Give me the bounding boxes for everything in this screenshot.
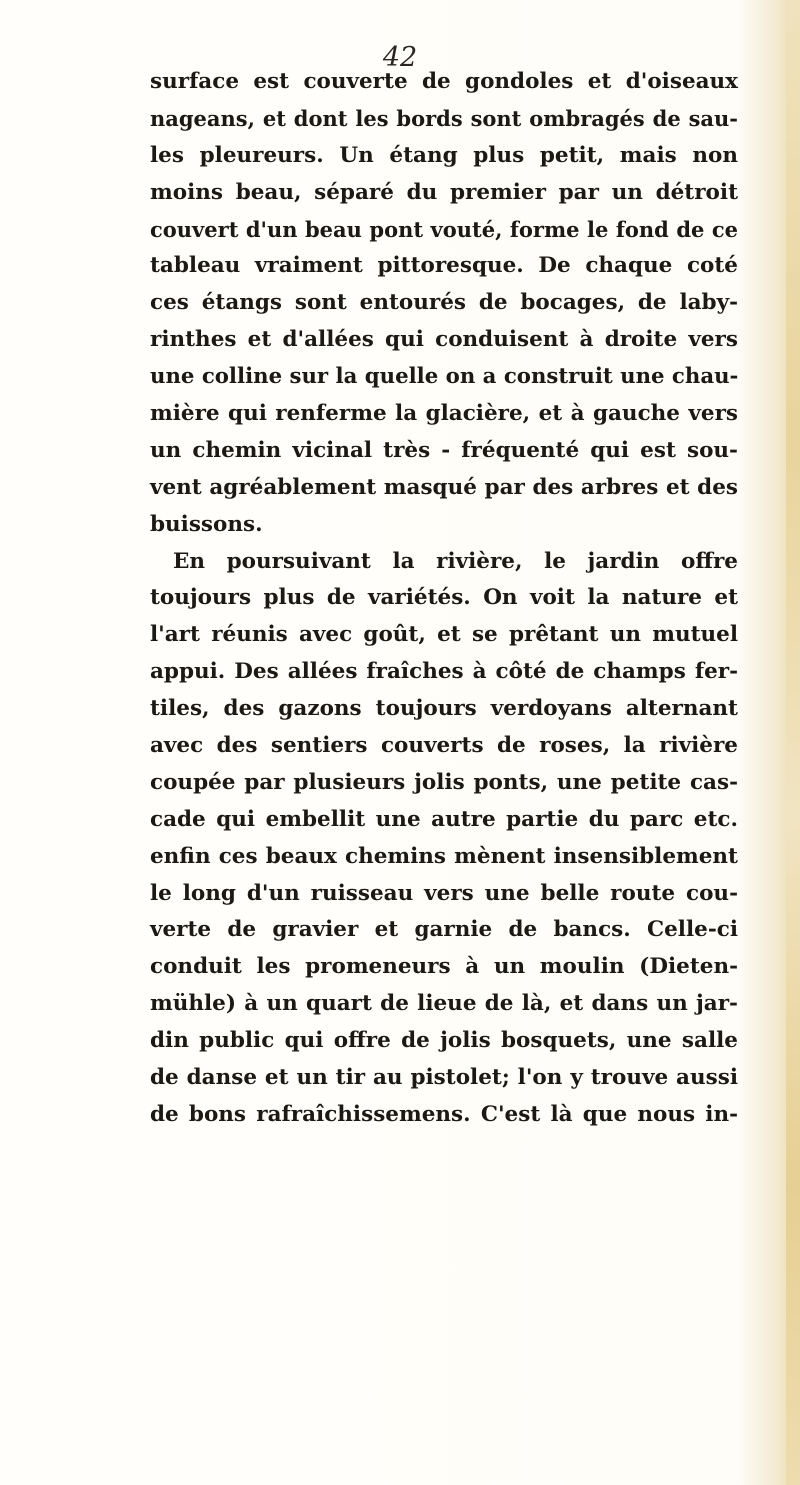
text-line: toujours plus de variétés. On voit la nature et <box>150 585 738 611</box>
paragraph-end-line: buissons. <box>150 511 263 537</box>
text-line: de bons rafraîchissemens. C'est là que nous in- <box>150 1101 738 1127</box>
text-line: conduit les promeneurs à un moulin (Dieten- <box>150 954 738 980</box>
text-line: le long d'un ruisseau vers une belle route cou- <box>150 880 738 906</box>
text-line: un chemin vicinal très - fréquenté qui est sou- <box>150 437 738 463</box>
text-line: enfin ces beaux chemins mènent insensiblement <box>150 843 738 869</box>
text-line: cade qui embellit une autre partie du parc etc. <box>150 806 738 832</box>
text-line: de danse et un tir au pistolet; l'on y trouve aussi <box>150 1065 738 1091</box>
text-line: surface est couverte de gondoles et d'oiseaux <box>150 69 738 94</box>
text-line: coupée par plusieurs jolis ponts, une petite cas- <box>150 769 738 795</box>
text-line: mière qui renferme la glacière, et à gauche vers <box>150 401 738 427</box>
text-line: les pleureurs. Un étang plus petit, mais non <box>150 142 738 168</box>
text-line: vent agréablement masqué par des arbres et des <box>150 474 738 500</box>
page-number: 42 <box>382 42 418 73</box>
text-line: nageans, et dont les bords sont ombragés de sau- <box>150 105 738 131</box>
text-line: tiles, des gazons toujours verdoyans alternant <box>150 696 738 722</box>
body-text <box>150 64 738 1134</box>
paragraph-start-line: En poursuivant la rivière, le jardin offre <box>173 548 738 574</box>
text-line: tableau vraiment pittoresque. De chaque coté <box>150 253 738 279</box>
text-line: couvert d'un beau pont vouté, forme le fond de ce <box>150 216 738 242</box>
text-line: moins beau, séparé du premier par un détroit <box>150 179 738 205</box>
text-line: mühle) à un quart de lieue de là, et dans un jar- <box>150 991 738 1017</box>
text-line: une colline sur la quelle on a construit une chau- <box>150 364 739 390</box>
page-edge <box>786 0 800 1485</box>
text-line: rinthes et d'allées qui conduisent à droite vers <box>150 327 738 353</box>
text-line: verte de gravier et garnie de bancs. Celle-ci <box>150 917 738 943</box>
text-line: avec des sentiers couverts de roses, la rivière <box>150 733 738 759</box>
text-line: l'art réunis avec goût, et se prêtant un mutuel <box>150 622 738 648</box>
text-line: appui. Des allées fraîches à côté de champs fer- <box>150 659 738 685</box>
text-line: ces étangs sont entourés de bocages, de laby- <box>150 290 738 316</box>
text-line: din public qui offre de jolis bosquets, une salle <box>150 1028 738 1054</box>
